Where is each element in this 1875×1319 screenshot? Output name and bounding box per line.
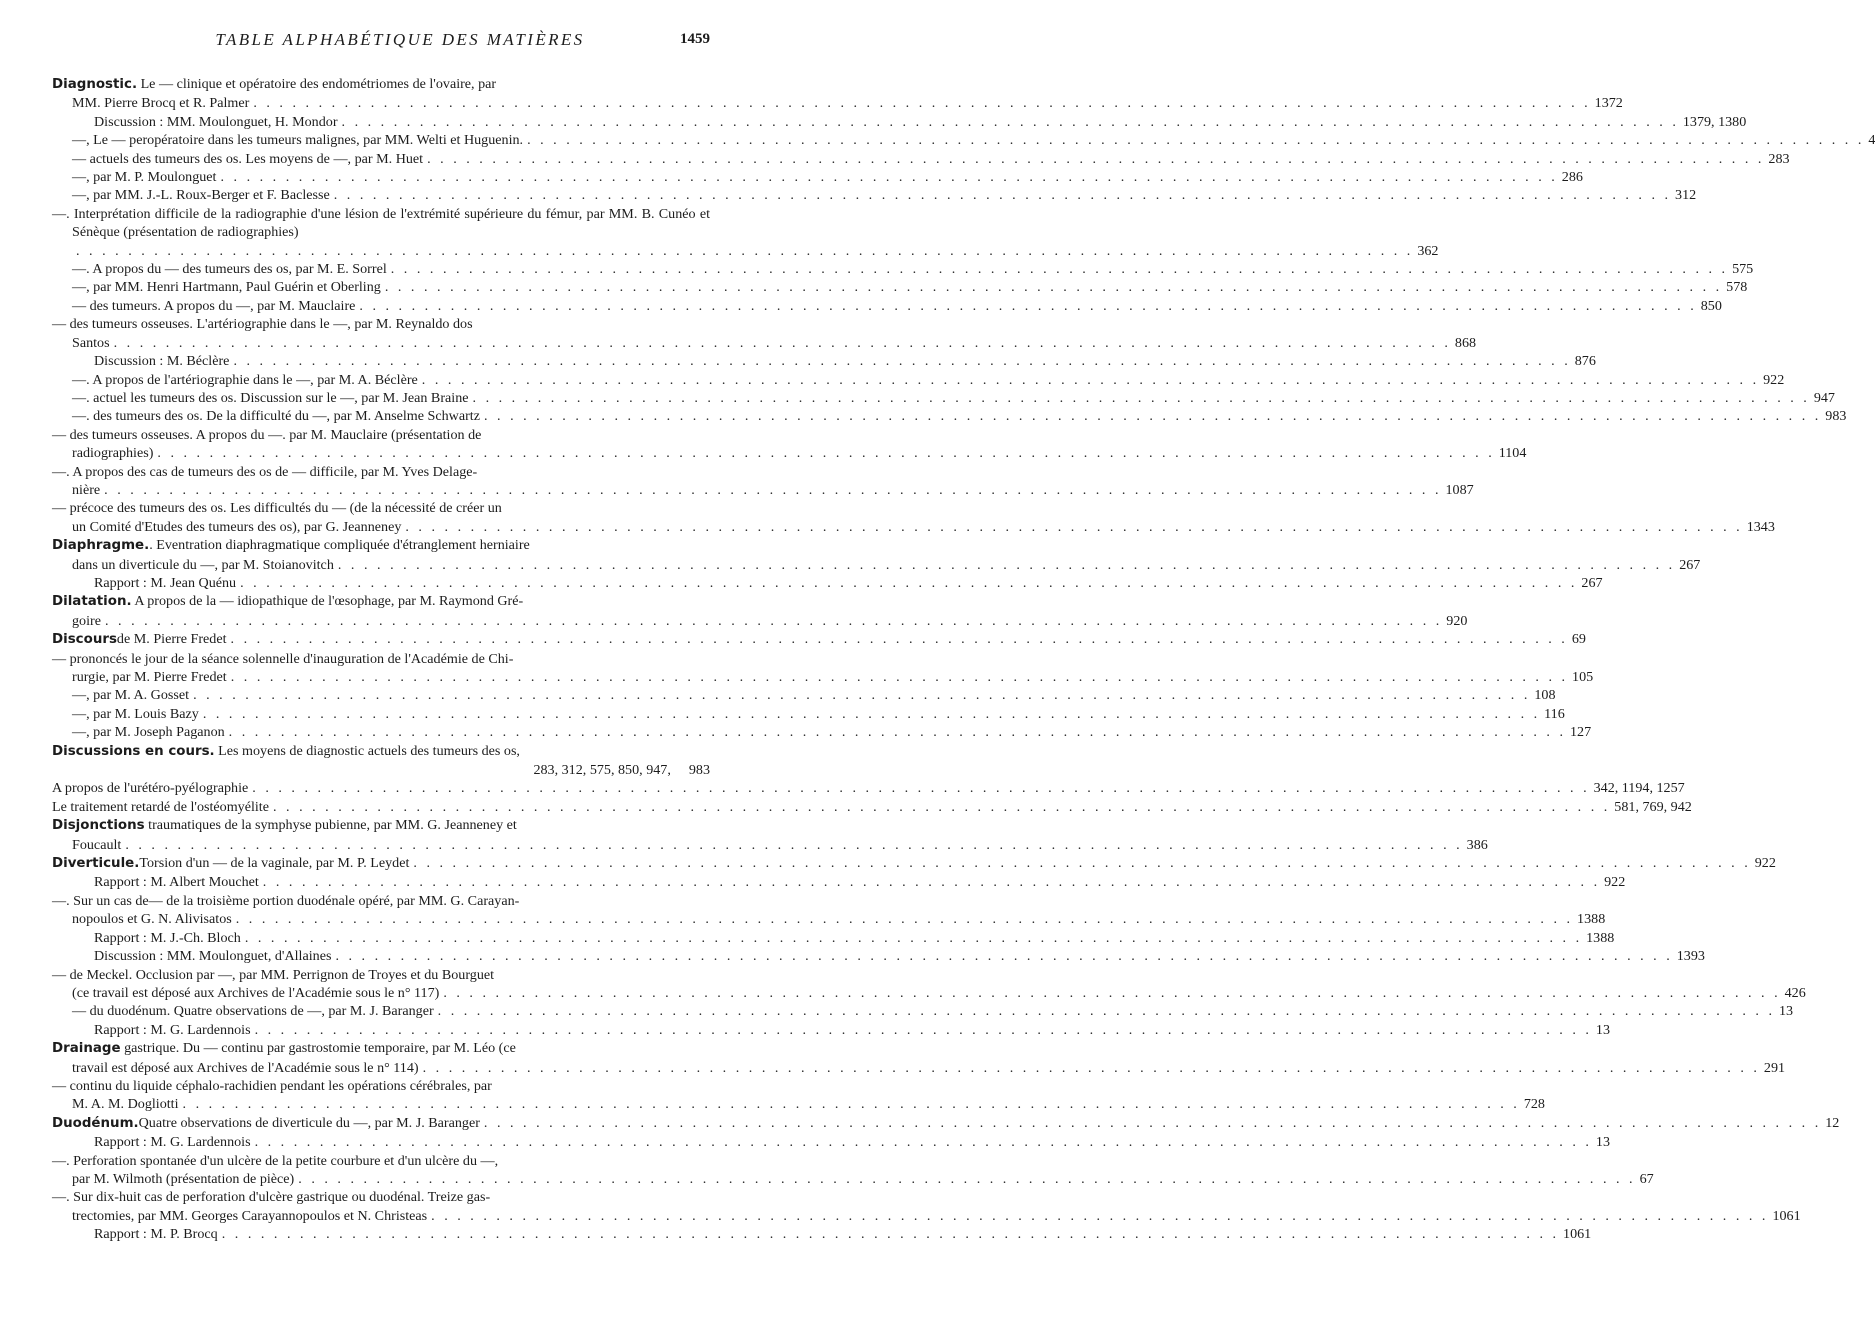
entry-pages: 581, 769, 942 (1614, 798, 1692, 815)
index-entry (52, 297, 1722, 315)
entry-last-text: (ce travail est déposé aux Archives de l'Académie sous le n° 117) (72, 984, 440, 1001)
entry-last-line (94, 947, 1705, 965)
leader-dots (76, 242, 1413, 260)
entry-last-line (52, 686, 1556, 704)
index-entry (52, 630, 1586, 649)
entry-pages: 850 (1700, 297, 1722, 314)
leader-dots (220, 168, 1557, 186)
entry-last-line (94, 1225, 1592, 1243)
entry-last-line (72, 910, 1606, 928)
entry-pages: 13 (1778, 1003, 1794, 1020)
index-entry (52, 929, 1615, 947)
entry-last-text: Discussion : MM. Moulonguet, d'Allaines (94, 948, 332, 965)
entry-last-text: —, par MM. Henri Hartmann, Paul Guérin et Oberling (72, 279, 381, 296)
entry-last-text: nière (72, 481, 101, 498)
entry-last-text: — des tumeurs. A propos du —, par M. Mauclaire (72, 297, 356, 314)
entry-last-line (72, 444, 1527, 462)
entry-pages: 13 (1595, 1021, 1610, 1038)
entry-last-line (94, 1021, 1610, 1039)
index-entry (52, 205, 1439, 260)
leader-dots (484, 1114, 1821, 1132)
index-entry (52, 798, 1692, 816)
index-entry (52, 131, 1875, 149)
entry-pages: 267 (1581, 574, 1603, 591)
entry-last-line (94, 352, 1596, 370)
entry-pages: 312 (1675, 187, 1697, 204)
entry-last-line (94, 113, 1747, 131)
entry-pages: 105 (1572, 669, 1594, 685)
entry-last-line (72, 668, 1594, 686)
entry-last-line (52, 131, 1875, 149)
index-entry (52, 1039, 1786, 1077)
entry-last-line (52, 630, 1586, 649)
leader-dots (473, 389, 1810, 407)
entry-last-line (72, 1170, 1654, 1188)
entry-last-text: —, par M. P. Moulonguet (72, 169, 217, 186)
leader-dots (391, 260, 1728, 278)
entry-pages: 108 (1534, 687, 1556, 704)
index-entry (52, 574, 1603, 592)
entry-heading: Drainage (52, 1041, 121, 1057)
entry-last-line (72, 1059, 1786, 1077)
index-entry (52, 499, 1775, 536)
entry-last-text: trectomies, par MM. Georges Carayannopoulos et N. Christeas (72, 1207, 428, 1224)
leader-dots (104, 481, 1441, 499)
page-title: TABLE ALPHABÉTIQUE DES MATIÈRES (215, 30, 585, 49)
entry-last-text: —, Le — peropératoire dans les tumeurs malignes, par MM. Welti et Huguenin. (72, 132, 524, 149)
page-number: 1459 (680, 31, 710, 47)
entry-text: — précoce des tumeurs des os. Les difficultés du — (de la nécessité de créer un (52, 500, 502, 517)
entry-last-line (72, 242, 1439, 260)
entry-pages: 983 (1825, 408, 1847, 425)
index-entry (52, 150, 1790, 168)
entry-last-line (52, 798, 1692, 816)
index-entry (52, 1114, 1840, 1133)
entry-last-text: rurgie, par M. Pierre Fredet (72, 669, 227, 685)
index-entry (52, 966, 1806, 1003)
entry-last-line (72, 481, 1474, 499)
entry-heading: Diverticule. (52, 856, 140, 872)
running-header (0, 30, 800, 54)
leader-dots (222, 1225, 1559, 1243)
entry-heading: Duodénum. (52, 1115, 139, 1131)
leader-dots (273, 798, 1610, 816)
entry-last-line (52, 407, 1847, 425)
entry-pages: 291 (1763, 1059, 1786, 1076)
entry-pages: 1393 (1676, 948, 1705, 965)
entry-last-text: MM. Pierre Brocq et R. Palmer (72, 95, 250, 112)
entry-last-line (72, 1207, 1801, 1225)
entry-last-line (94, 574, 1603, 592)
entry-text: — de Meckel. Occlusion par —, par MM. Perrignon de Troyes et du Bourguet (52, 966, 495, 983)
entry-last-text: A propos de l'urétéro-pyélographie (52, 780, 249, 797)
entry-last-text: —. A propos de l'artériographie dans le —, par M. A. Béclère (72, 371, 418, 388)
entry-last-text: un Comité d'Etudes des tumeurs des os), par G. Jeanneney (72, 518, 402, 535)
entry-text: A propos de la — idiopathique de l'œsophage, par M. Raymond Gré- (131, 593, 524, 610)
entry-heading: Discussions en cours. (52, 743, 215, 759)
leader-dots (229, 723, 1566, 741)
index-entry (52, 816, 1488, 854)
entry-last-text: goire (72, 612, 101, 629)
index-entry (52, 75, 1623, 113)
index-entry (52, 1077, 1545, 1114)
entry-last-text: Rapport : M. Jean Quénu (94, 574, 237, 591)
entry-pages: 868 (1454, 334, 1477, 351)
leader-dots (405, 518, 1742, 536)
entry-last-line (52, 150, 1790, 168)
index-entry (52, 536, 1701, 574)
index-entry (52, 352, 1596, 370)
index-entry (52, 315, 1477, 352)
entry-last-line (72, 612, 1468, 630)
entry-pages: 575 (1732, 261, 1754, 278)
entry-pages: 1087 (1445, 481, 1474, 498)
leader-dots (125, 836, 1462, 854)
entry-last-line (52, 186, 1697, 204)
entry-pages: 1388 (1586, 929, 1615, 946)
index-entry (52, 779, 1685, 797)
entry-last-line (52, 723, 1592, 741)
index-entry (52, 1021, 1610, 1039)
index-entry (52, 1188, 1801, 1225)
leader-dots (231, 668, 1568, 686)
leader-dots (527, 131, 1864, 149)
index-entry (52, 592, 1468, 630)
leader-dots (105, 612, 1442, 630)
leader-dots (255, 1133, 1592, 1151)
leader-dots (263, 873, 1600, 891)
entry-last-line (52, 854, 1776, 873)
leader-dots (342, 113, 1679, 131)
entry-pages: 1061 (1563, 1226, 1592, 1243)
entry-heading: Discours (52, 632, 117, 648)
entry-last-line (52, 1002, 1794, 1020)
entry-last-line (52, 761, 710, 779)
entry-last-line (72, 334, 1477, 352)
entry-pages: 127 (1569, 724, 1592, 741)
entry-last-line (52, 389, 1835, 407)
leader-dots (385, 278, 1722, 296)
index-entry (52, 854, 1776, 873)
entry-last-line (94, 929, 1615, 947)
entry-last-text: travail est déposé aux Archives de l'Académie sous le n° 114) (72, 1059, 419, 1076)
leader-dots (423, 1059, 1760, 1077)
entry-pages: 286 (1561, 169, 1583, 186)
index-entry (52, 260, 1754, 278)
entry-text: gastrique. Du — continu par gastrostomie temporaire, par M. Léo (ce (120, 1040, 516, 1057)
entry-last-text: Rapport : M. Albert Mouchet (94, 874, 259, 891)
entry-heading: Diagnostic. (52, 77, 138, 92)
entry-last-line (52, 371, 1785, 389)
entry-last-text: — actuels des tumeurs des os. Les moyens de —, par M. Huet (72, 150, 424, 167)
entry-pages: 922 (1604, 874, 1626, 891)
index-entry (52, 686, 1556, 704)
entry-text: —. Sur dix-huit cas de perforation d'ulcère gastrique ou duodénal. Treize gas- (52, 1189, 491, 1206)
index-entry (52, 705, 1565, 723)
entry-text: —. A propos des cas de tumeurs des os de — difficile, par M. Yves Delage- (52, 463, 478, 480)
entry-pages: 116 (1544, 705, 1565, 722)
entry-pages: 342, 1194, 1257 (1593, 780, 1685, 797)
entry-last-line (52, 168, 1583, 186)
entry-last-text: Santos (72, 334, 110, 351)
entry-last-line (52, 278, 1748, 296)
entry-text: Le — clinique et opératoire des endométriomes de l'ovaire, par (137, 76, 497, 92)
entry-last-text: —. A propos du — des tumeurs des os, par M. E. Sorrel (72, 261, 387, 278)
entry-pages: 1379, 1380 (1682, 113, 1747, 130)
entry-last-line (52, 297, 1722, 315)
entry-last-text: Discussion : MM. Moulonguet, H. Mondor (94, 113, 338, 130)
entry-pages: 426 (1784, 984, 1806, 1001)
leader-dots (233, 352, 1570, 370)
entry-pages: 728 (1523, 1096, 1545, 1113)
entry-last-text: Rapport : M. G. Lardennois (94, 1134, 251, 1151)
leader-dots (438, 1002, 1775, 1020)
leader-dots (484, 407, 1821, 425)
entry-last-line (52, 779, 1685, 797)
entry-last-line (72, 984, 1806, 1002)
index-entry (52, 186, 1697, 204)
entry-heading: Disjonctions (52, 818, 145, 834)
index-entry (52, 1152, 1654, 1189)
entry-last-text: — du duodénum. Quatre observations de —, par M. J. Baranger (72, 1003, 434, 1020)
index-entry (52, 407, 1847, 425)
index-entry (52, 892, 1606, 929)
entry-pages: 983 (688, 762, 710, 779)
entry-last-text: Rapport : M. G. Lardennois (94, 1021, 251, 1038)
index-entry (52, 1002, 1794, 1020)
index-entry (52, 371, 1785, 389)
index-entry (52, 389, 1835, 407)
entry-last-line (52, 705, 1565, 723)
entry-pages: 13 (1595, 1134, 1610, 1151)
entry-last-line (72, 556, 1701, 574)
entry-pages: 67 (1639, 1170, 1654, 1187)
index-entry (52, 463, 1474, 500)
entry-pages: 1372 (1594, 95, 1623, 112)
index-entry (52, 1225, 1592, 1243)
entry-heading: Dilatation. (52, 594, 132, 610)
entry-pages: 920 (1446, 612, 1468, 629)
entry-text: — continu du liquide céphalo-rachidien pendant les opérations cérébrales, par (52, 1077, 492, 1094)
leader-dots (255, 1021, 1592, 1039)
leader-dots (359, 297, 1696, 315)
entry-text: —. Interprétation difficile de la radiographie d'une lésion de l'extrémité supérieure du fémur, par MM. B. Cunéo et Sénèque (présentation de radiographies) (52, 205, 710, 241)
entry-last-line (52, 1114, 1840, 1133)
entry-pages: 922 (1754, 855, 1776, 872)
index-entry (52, 168, 1583, 186)
leader-dots (245, 929, 1582, 947)
entry-pages: 362 (1417, 242, 1439, 259)
entry-last-text: de M. Pierre Fredet (116, 631, 227, 648)
entry-last-line (72, 1095, 1545, 1113)
entry-pages: 1343 (1746, 518, 1775, 535)
leader-dots (298, 1170, 1635, 1188)
entry-last-line (94, 873, 1626, 891)
index-entry (52, 650, 1594, 687)
entry-pages: 267 (1679, 556, 1701, 573)
index-entry (52, 873, 1626, 891)
leader-dots (253, 94, 1590, 112)
entry-last-text: M. A. M. Dogliotti (72, 1096, 179, 1113)
entry-last-text: Foucault (72, 836, 122, 853)
entry-last-text: —. des tumeurs des os. De la difficulté du —, par M. Anselme Schwartz (72, 408, 480, 425)
leader-dots (431, 1207, 1768, 1225)
entry-heading: Diaphragme. (52, 538, 150, 554)
entry-last-line (52, 260, 1754, 278)
index-entry (52, 947, 1705, 965)
entry-last-text: dans un diverticule du —, par M. Stoianovitch (72, 556, 334, 573)
entry-pages: 578 (1726, 279, 1748, 296)
entry-text: —. Perforation spontanée d'un ulcère de la petite courbure et d'un ulcère du —, (52, 1152, 499, 1169)
leader-dots (335, 947, 1672, 965)
entry-last-line (72, 518, 1775, 536)
entry-text: traumatiques de la symphyse pubienne, par MM. G. Jeanneney et (144, 817, 517, 834)
leader-dots (240, 574, 1577, 592)
entry-pages: 1061 (1772, 1207, 1801, 1224)
entry-last-text: —, par MM. J.-L. Roux-Berger et F. Baclesse (72, 187, 330, 204)
entry-last-text: —, par M. A. Gosset (72, 687, 190, 704)
entry-last-text: Le traitement retardé de l'ostéomyélite (52, 798, 269, 815)
index-entry (52, 113, 1747, 131)
entry-last-text: Rapport : M. J.-Ch. Bloch (94, 929, 241, 946)
entry-last-text: Quatre observations de diverticule du —, par M. J. Baranger (138, 1114, 480, 1131)
entry-last-text: par M. Wilmoth (présentation de pièce) (72, 1170, 295, 1187)
leader-dots (443, 984, 1780, 1002)
entry-last-text: nopoulos et G. N. Alivisatos (72, 911, 232, 928)
leader-dots (114, 334, 1451, 352)
entry-pages: 876 (1574, 353, 1596, 370)
leader-dots (231, 630, 1568, 648)
entry-last-text: Torsion d'un — de la vaginale, par M. P. Leydet (139, 855, 410, 872)
entry-pages: 283 (1768, 150, 1790, 167)
entry-pages: 4 (1868, 132, 1875, 149)
index-entry (52, 1133, 1610, 1151)
leader-dots (193, 686, 1530, 704)
entry-text: . Eventration diaphragmatique compliquée d'étranglement herniaire (149, 537, 530, 554)
entry-pages: 1104 (1498, 445, 1527, 462)
entry-pages: 947 (1813, 389, 1835, 406)
entry-text: Les moyens de diagnostic actuels des tumeurs des os, (214, 742, 520, 759)
entry-text: — des tumeurs osseuses. A propos du —. par M. Mauclaire (présentation de (52, 426, 482, 443)
leader-dots (422, 371, 1759, 389)
leader-dots (203, 705, 1540, 723)
index-entry (52, 278, 1748, 296)
entry-last-line (72, 836, 1488, 854)
entry-pages: 69 (1571, 631, 1586, 648)
entry-text: —. Sur un cas de— de la troisième portion duodénale opéré, par MM. G. Carayan- (52, 892, 520, 909)
leader-dots (252, 779, 1589, 797)
index-entry (52, 723, 1592, 741)
entry-text: — des tumeurs osseuses. L'artériographie dans le —, par M. Reynaldo dos (52, 316, 473, 333)
entry-last-text: radiographies) (72, 445, 154, 462)
entry-last-line (72, 94, 1623, 112)
entry-text: — prononcés le jour de la séance solennelle d'inauguration de l'Académie de Chi- (52, 650, 514, 667)
leader-dots (413, 854, 1750, 872)
entry-last-text: —. actuel les tumeurs des os. Discussion sur le —, par M. Jean Braine (72, 389, 469, 406)
entry-pages: 922 (1763, 371, 1785, 388)
entry-page-list: 283, 312, 575, 850, 947, (533, 762, 671, 779)
leader-dots (236, 910, 1573, 928)
leader-dots (157, 444, 1494, 462)
entry-pages: 12 (1825, 1114, 1840, 1131)
index-entry (52, 426, 1527, 463)
index-entry (52, 742, 710, 780)
leader-dots (427, 150, 1764, 168)
leader-dots (183, 1095, 1520, 1113)
entry-last-text: Rapport : M. P. Brocq (94, 1226, 218, 1243)
leader-dots (338, 556, 1675, 574)
entry-pages: 386 (1466, 836, 1488, 853)
entry-last-text: —, par M. Louis Bazy (72, 705, 199, 722)
entry-last-text: —, par M. Joseph Paganon (72, 724, 225, 741)
leader-dots (334, 186, 1671, 204)
entry-last-line (94, 1133, 1610, 1151)
index-entries (52, 75, 1875, 1244)
entry-last-text: Discussion : M. Béclère (94, 353, 230, 370)
entry-pages: 1388 (1577, 911, 1606, 928)
